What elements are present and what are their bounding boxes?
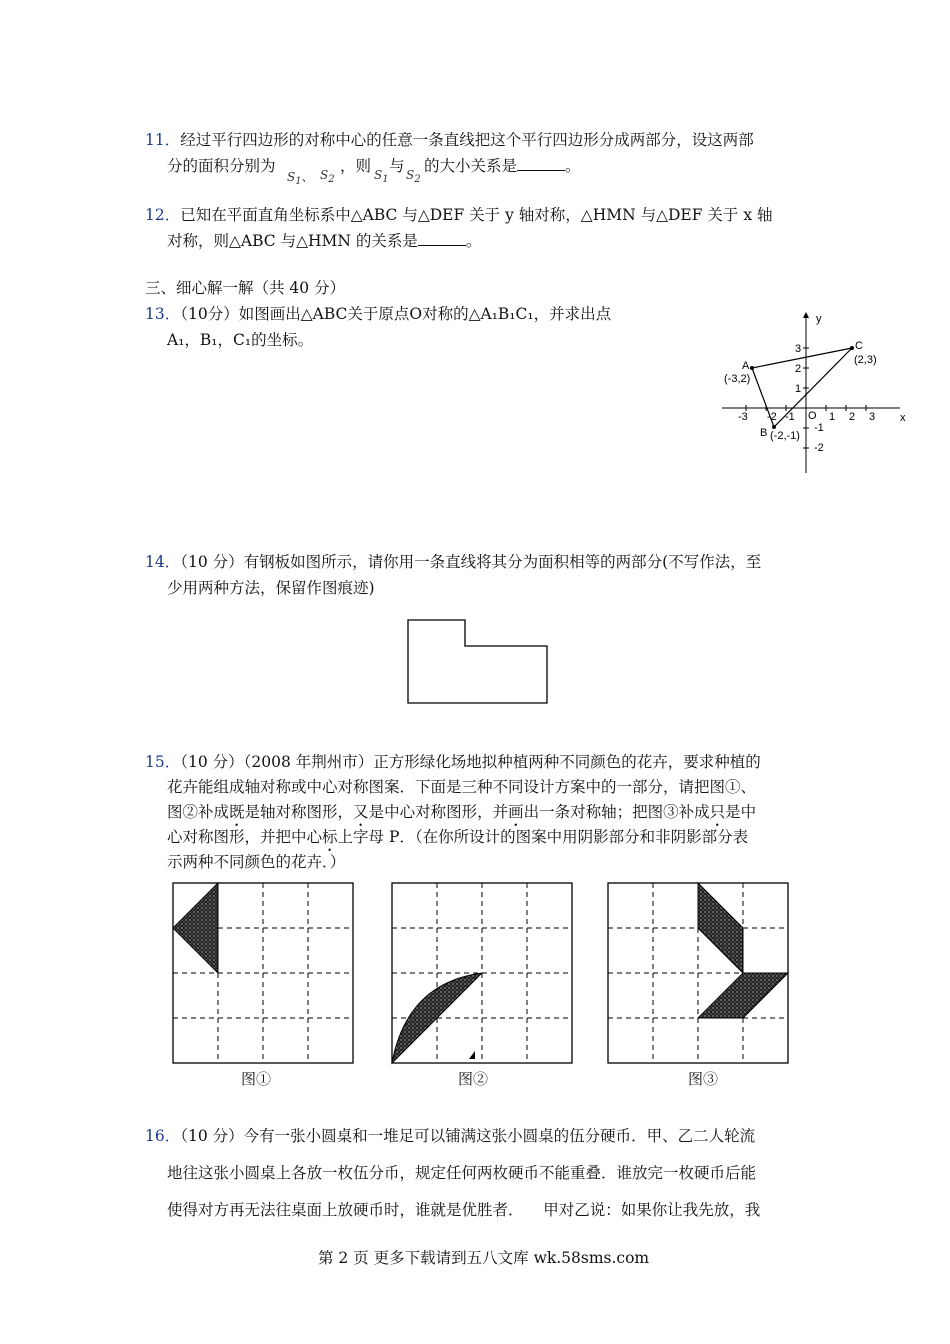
y-tick: 2 <box>795 363 802 375</box>
q11-text-2b: ，则 <box>340 157 372 175</box>
q15-line1: 15．（10 分）（2008 年荆州市）正方形绿化场地拟种植两种不同颜色的花卉，要求种植的 <box>145 753 761 771</box>
q11-line1: 11．经过平行四边形的对称中心的任意一条直线把这个平行四边形分成两部分，设这两部 <box>145 131 754 149</box>
q15-line5: 示两种不同颜色的花卉．） <box>167 853 346 871</box>
x-label: x <box>900 412 906 424</box>
shaded-region <box>173 883 218 973</box>
q14-line2: 少用两种方法，保留作图痕迹) <box>167 579 375 597</box>
y-tick: 1 <box>795 383 802 395</box>
caption-figure-3: 图③ <box>688 1070 719 1088</box>
y-tick: -2 <box>814 442 824 454</box>
point-a <box>750 366 754 370</box>
q11-number: 11 <box>145 131 165 149</box>
figure-3 <box>608 883 788 1063</box>
a-coord: (-3,2) <box>724 373 751 385</box>
point-b <box>772 425 776 429</box>
q13-line1: 13．（10分）如图画出△ABC关于原点O对称的△A₁B₁C₁，并求出点 <box>145 305 612 323</box>
q15-line3: 图②补成既是轴对称图形，又是中心对称图形，并画出一条对称轴；把图③补成只是中 <box>167 803 757 821</box>
x-tick: 2 <box>849 411 856 423</box>
y-tick: 3 <box>795 343 802 355</box>
b-coord: (-2,-1) <box>770 430 800 442</box>
figure-1 <box>173 883 353 1063</box>
flower-grid-figures <box>160 875 820 1065</box>
q11-text-2d: 的大小关系是 。 <box>424 157 581 175</box>
answer-blank[interactable] <box>517 156 565 171</box>
s1-compare: $S_1$ <box>374 168 389 185</box>
q13-line2: A₁，B₁，C₁的坐标。 <box>167 331 314 349</box>
answer-blank[interactable] <box>418 231 466 246</box>
point-c <box>850 346 854 350</box>
s2-compare: $S_2$ <box>406 168 421 185</box>
x-tick: 1 <box>829 411 836 423</box>
q16-line1: 16．（10 分）今有一张小圆桌和一堆足可以铺满这张小圆桌的伍分硬币．甲、乙二人轮流 <box>145 1127 756 1145</box>
q16-line2: 地往这张小圆桌上各放一枚伍分币，规定任何两枚硬币不能重叠．谁放完一枚硬币后能 <box>167 1164 757 1182</box>
caption-figure-2: 图② <box>458 1070 489 1088</box>
q15-line4: 心对称图形，并把中心标上字母 P．（在你所设计的图案中用阴影部分和非阴影部分表 <box>167 828 749 846</box>
x-tick: -1 <box>785 411 795 423</box>
origin-label: O <box>808 410 817 422</box>
s1-symbol: $S_1$、 <box>287 170 314 187</box>
page-footer: 第 2 页 更多下载请到五八文库 wk.58sms.com <box>318 1249 650 1267</box>
s2-symbol: $S_2$ <box>320 168 335 185</box>
shaded-region <box>698 883 743 973</box>
q11-text-1: 经过平行四边形的对称中心的任意一条直线把这个平行四边形分成两部分，设这两部 <box>180 131 754 149</box>
x-tick: 3 <box>869 411 876 423</box>
q11-line2 <box>167 154 276 176</box>
small-mark <box>469 1051 475 1059</box>
x-tick: -3 <box>738 411 748 423</box>
q14-line1: 14．（10 分）有钢板如图所示，请你用一条直线将其分为面积相等的两部分(不写作法，至 <box>145 553 762 571</box>
coordinate-graph <box>712 305 912 475</box>
y-label: y <box>816 313 822 325</box>
a-label: A <box>742 360 750 372</box>
caption-figure-1: 图① <box>241 1070 272 1088</box>
section-title: 三、细心解一解（共 40 分） <box>145 279 346 297</box>
q15-line2: 花卉能组成轴对称或中心对称图案．下面是三种不同设计方案中的一部分，请把图①、 <box>167 778 757 796</box>
shaded-region <box>698 973 788 1018</box>
steel-plate-figure <box>407 619 549 705</box>
q12-line1: 12．已知在平面直角坐标系中△ABC 与△DEF 关于 y 轴对称，△HMN 与△DEF 关于 x 轴 <box>145 206 773 224</box>
c-label: C <box>855 340 863 352</box>
c-coord: (2,3) <box>854 354 877 366</box>
y-tick: -1 <box>814 422 824 434</box>
q11-text-2c: 与 <box>389 157 405 175</box>
q16-line3: 使得对方再无法往桌面上放硬币时，谁就是优胜者． 甲对乙说：如果你让我先放，我 <box>167 1201 761 1219</box>
q12-line2: 对称，则△ABC 与△HMN 的关系是 。 <box>167 232 482 250</box>
q11-text-2a: 分的面积分别为 <box>167 157 276 175</box>
b-label: B <box>760 427 768 439</box>
figure-2 <box>392 883 572 1063</box>
x-tick: -2 <box>767 411 777 423</box>
